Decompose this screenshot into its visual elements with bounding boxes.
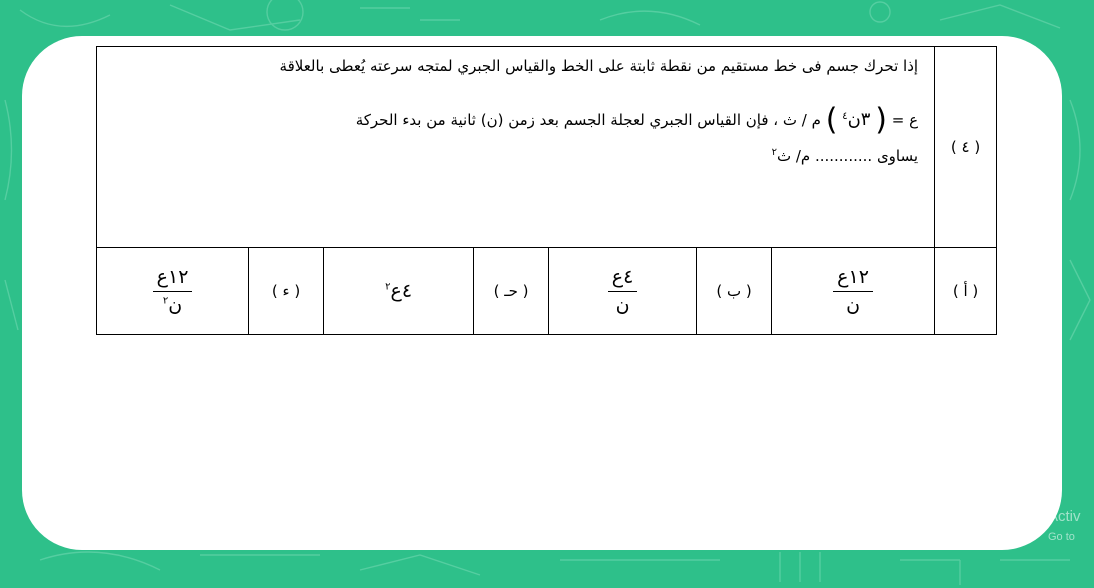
- question-stem: [97, 47, 935, 248]
- watermark-line-1: Activ: [1048, 508, 1081, 525]
- watermark-line-2: Go to: [1048, 531, 1075, 543]
- acceleration-unit-power: ٢: [771, 147, 777, 158]
- acceleration-unit: م/ ث: [776, 147, 811, 165]
- option-d-denominator: [153, 292, 193, 316]
- option-d-label[interactable]: ( ء ): [249, 248, 324, 335]
- option-b-fraction: [608, 266, 638, 316]
- equals-sign: =: [891, 111, 905, 129]
- open-paren: (: [875, 102, 887, 138]
- option-d-numerator: ١٢ع: [153, 266, 193, 292]
- option-c-label[interactable]: ( حـ ): [474, 248, 549, 335]
- option-a-value[interactable]: [772, 248, 935, 335]
- question-line-2: [105, 87, 918, 147]
- question-table: [96, 46, 997, 335]
- question-line-3-text: يساوى ............: [814, 147, 919, 165]
- question-row: [97, 47, 997, 248]
- option-b-denominator: ن: [615, 294, 630, 316]
- options-row: [97, 248, 997, 335]
- option-a-denominator: ن: [846, 294, 861, 316]
- option-d-denominator-base: ن: [168, 294, 183, 316]
- velocity-symbol: ع: [909, 111, 919, 129]
- option-b-numerator: ٤ع: [608, 266, 638, 292]
- close-paren: ): [825, 102, 838, 138]
- option-b-label[interactable]: ( ب ): [697, 248, 772, 335]
- option-d-fraction: [153, 266, 193, 316]
- option-a-label[interactable]: ( أ ): [935, 248, 997, 335]
- option-b-value[interactable]: [549, 248, 697, 335]
- option-c-value[interactable]: [324, 248, 474, 335]
- velocity-expression: ٣ن: [847, 109, 871, 130]
- question-line-2-rest: ، فإن القياس الجبري لعجلة الجسم بعد زمن (ن) ثانية من بدء الحركة: [355, 111, 779, 129]
- option-d-denominator-power: ٢: [162, 295, 169, 307]
- option-c-power: ٢: [385, 281, 391, 293]
- option-c-expression: ٤ع: [390, 280, 413, 302]
- option-d-value[interactable]: [97, 248, 249, 335]
- option-a-fraction: [833, 266, 873, 316]
- question-line-1: إذا تحرك جسم فى خط مستقيم من نقطة ثابتة على الخط والقياس الجبري لمتجه سرعته يُعطى بالعلاقة: [279, 57, 919, 75]
- question-number: ( ٤ ): [935, 47, 997, 248]
- expression-power: ٤: [842, 111, 848, 122]
- windows-activation-watermark: [1048, 508, 1094, 543]
- option-a-numerator: ١٢ع: [833, 266, 873, 292]
- velocity-units: م / ث: [782, 111, 821, 129]
- question-line-3: [105, 147, 918, 177]
